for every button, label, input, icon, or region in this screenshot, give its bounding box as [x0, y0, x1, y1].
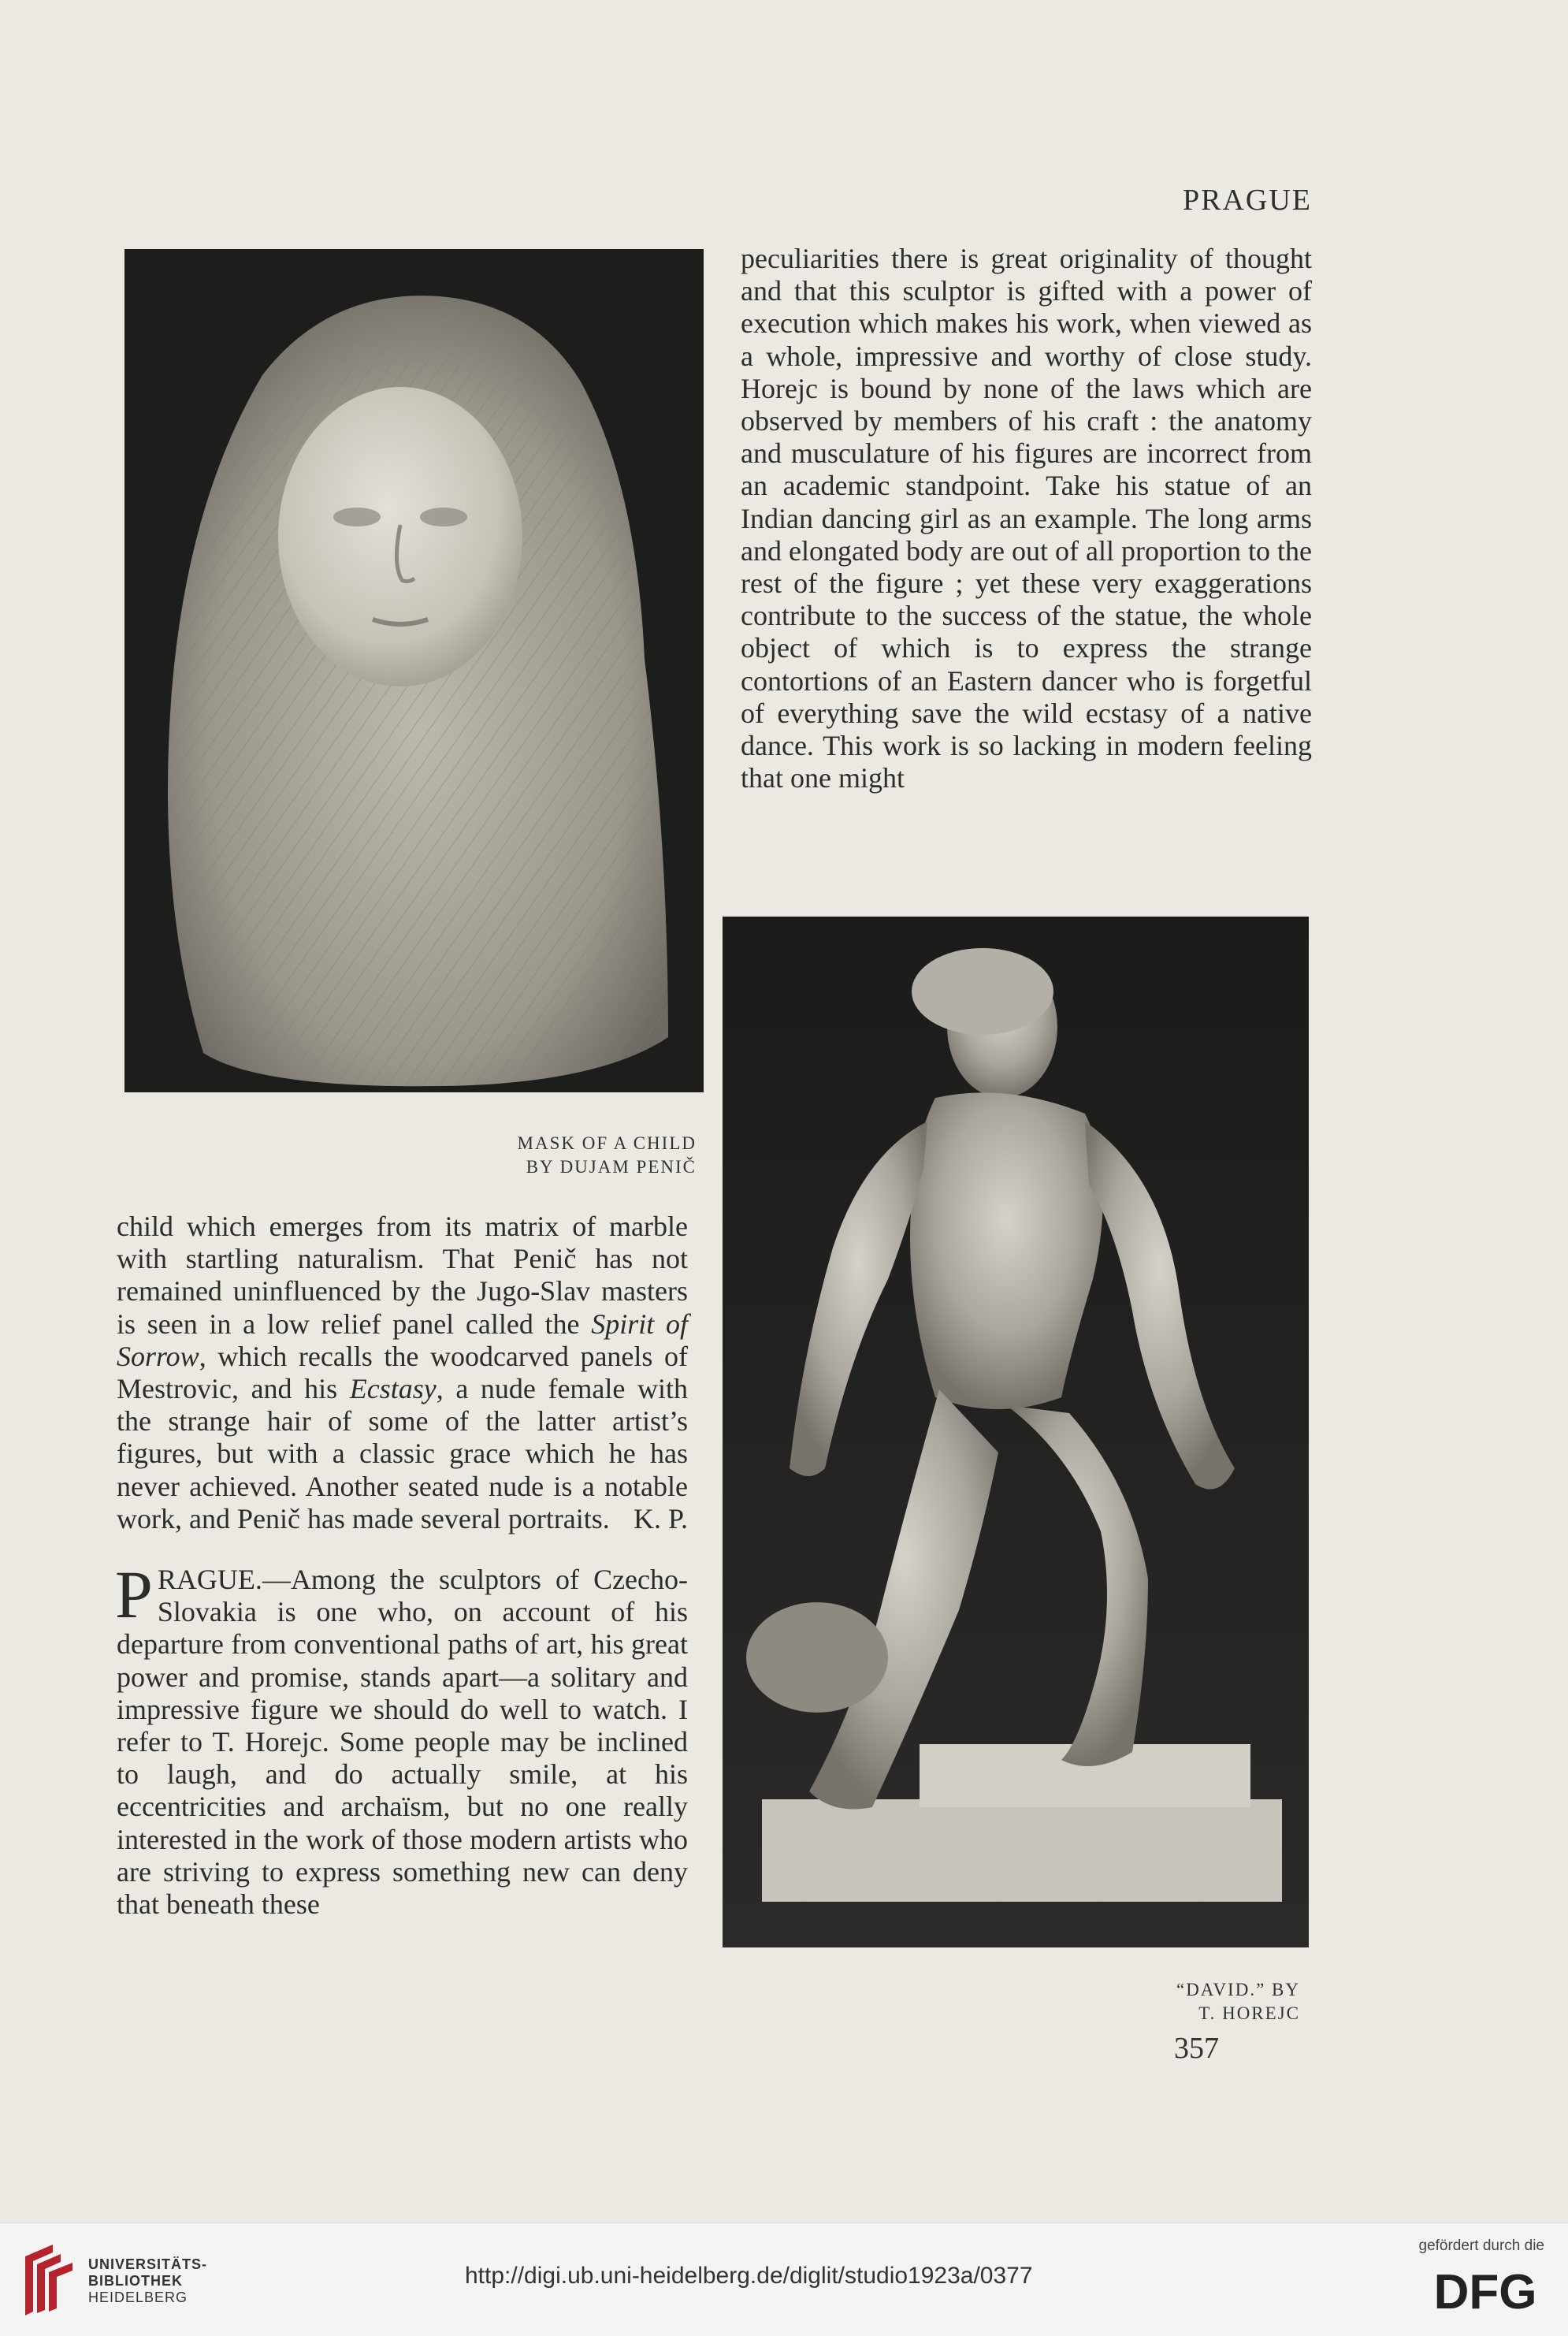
digitization-footer: [0, 2223, 1568, 2336]
david-statue-illustration: [723, 917, 1309, 1947]
mask-sculpture-illustration: [124, 249, 704, 1092]
dfg-logo-text: DFG: [1433, 2265, 1537, 2318]
penic-paragraph: [117, 1211, 688, 1535]
mask-caption: [518, 1132, 697, 1179]
author-signature: K. P.: [633, 1502, 688, 1534]
running-head: PRAGUE: [1182, 184, 1312, 217]
source-url-link[interactable]: http://digi.ub.uni-heidelberg.de/diglit/studio1923a/0377: [465, 2263, 1033, 2289]
david-statue-photo: [723, 917, 1309, 1947]
horejc-continuation-paragraph: peculiarities there is great originality of thought and that this sculptor is gifted with a power of execution which makes his work, when viewed as a whole, impressive and worthy of close study. Horejc is bound by none of the laws which are observed by members of his craft : the anatomy and musculature of his figures are incorrect from an academic standpoint. Take his statue of an Indian dancing girl as an example. The long arms and elongated body are out of all proportion to the rest of the figure ; yet these very exaggerations contribute to the success of the statue, the whole object of which is to express the strange contortions of an Eastern dancer who is forgetful of everything save the wild ecstasy of a native dance. This work is so lacking in modern feeling that one might: [741, 243, 1312, 794]
prague-paragraph: [115, 1557, 688, 1921]
mask-of-a-child-photo: [124, 249, 704, 1092]
university-library-logo-icon: [17, 2241, 80, 2319]
right-column-text: [741, 243, 1312, 794]
mask-caption-title: MASK OF A CHILD: [517, 1133, 697, 1153]
penic-text-2: , which recalls the woodcarved panels of Mestrovic, and his: [117, 1340, 688, 1405]
david-caption-title: “DAVID.” BY: [1176, 1980, 1300, 1999]
library-name-line1: UNIVERSITÄTS-: [88, 2256, 208, 2272]
funding-label: gefördert durch die: [1418, 2237, 1544, 2254]
ecstasy-title: Ecstasy: [349, 1373, 437, 1405]
left-column-text: [117, 1211, 688, 1921]
spirit-of-sorrow-title: Spirit of Sorrow: [117, 1307, 688, 1372]
library-name: [88, 2256, 207, 2306]
david-caption-artist: T. HOREJC: [1198, 2003, 1300, 2023]
penic-text-1: child which emerges from its matrix of marble with startling naturalism. That Penič has not remained uninfluenced by the Jugo-Slav masters is seen in a low relief panel called the: [117, 1211, 688, 1340]
dfg-logo-icon: [1426, 2263, 1544, 2318]
library-name-line2: BIBLIOTHEK: [88, 2273, 183, 2289]
library-name-line3: HEIDELBERG: [88, 2290, 188, 2305]
penic-text-3: , a nude female with the strange hair of some of the latter artist’s figures, but with a classic grace which he has never achieved. Another seated nude is a notable work, and Penič has made several portraits.: [117, 1373, 688, 1534]
page-number: 357: [1174, 2032, 1219, 2065]
david-caption: [1176, 1978, 1300, 2025]
drop-cap: P: [115, 1557, 153, 1633]
prague-text: RAGUE.—Among the sculptors of Czecho-Slovakia is one who, on account of his departure from conventional paths of art, his great power and promise, stands apart—a solitary and impressive figure we should do well to watch. I refer to T. Horejc. Some people may be inclined to laugh, and do actually smile, at his eccentricities and archaïsm, but no one really interested in the work of those modern artists who are striving to express something new can deny that beneath these: [117, 1564, 688, 1921]
mask-caption-artist: BY DUJAM PENIČ: [526, 1157, 697, 1177]
